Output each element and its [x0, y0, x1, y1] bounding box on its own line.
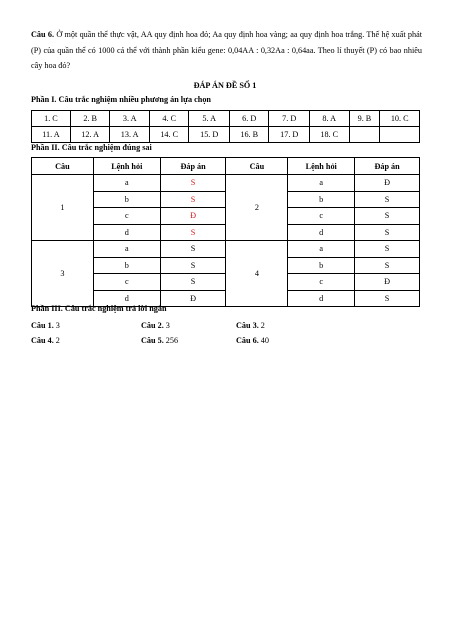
command-cell: d	[93, 224, 160, 241]
short-answer-value: 2	[258, 321, 265, 330]
short-answer-2	[141, 321, 170, 330]
answer-cell: Đ	[355, 274, 420, 291]
answer-cell	[349, 127, 380, 143]
short-answer-value: 3	[163, 321, 170, 330]
answer-cell: S	[355, 224, 420, 241]
table-row	[32, 241, 420, 258]
command-cell: b	[288, 257, 355, 274]
short-answer-5	[141, 336, 178, 345]
short-answer-label: Câu 3.	[236, 321, 259, 330]
answer-cell: Đ	[160, 290, 226, 307]
command-cell: a	[288, 175, 355, 192]
command-cell: a	[93, 241, 160, 258]
answer-cell: 13. A	[110, 127, 150, 143]
answer-cell: S	[160, 257, 226, 274]
answer-cell: 8. A	[309, 111, 349, 127]
part2-true-false-table	[31, 157, 420, 307]
command-cell: c	[288, 274, 355, 291]
header-question: Câu	[32, 158, 94, 175]
short-answer-value: 40	[258, 336, 269, 345]
answer-cell: S	[160, 224, 226, 241]
answer-cell: S	[355, 191, 420, 208]
answer-cell: 6. D	[229, 111, 269, 127]
answer-key-title: ĐÁP ÁN ĐỀ SỐ 1	[193, 81, 257, 90]
header-command: Lệnh hỏi	[93, 158, 160, 175]
answer-cell: 16. B	[229, 127, 269, 143]
command-cell: c	[93, 208, 160, 225]
header-answer: Đáp án	[160, 158, 226, 175]
short-answer-value: 3	[53, 321, 60, 330]
command-cell: b	[288, 191, 355, 208]
short-answer-3	[236, 321, 265, 330]
answer-cell: 3. A	[110, 111, 150, 127]
command-cell: a	[93, 175, 160, 192]
answer-cell: 2. B	[70, 111, 110, 127]
part2-title: Phần II. Câu trắc nghiệm đúng sai	[31, 143, 152, 152]
question-6	[31, 27, 422, 74]
answer-cell: S	[355, 257, 420, 274]
command-cell: d	[93, 290, 160, 307]
short-answer-1	[31, 321, 60, 330]
answer-cell: Đ	[355, 175, 420, 192]
part3-title: Phần III. Câu trắc nghiệm trả lời ngắn	[31, 304, 167, 313]
command-cell: b	[93, 257, 160, 274]
question-number: 3	[32, 241, 94, 307]
answer-cell: S	[160, 241, 226, 258]
answer-cell: 4. C	[149, 111, 189, 127]
question-number: 2	[226, 175, 288, 241]
command-cell: d	[288, 224, 355, 241]
answer-cell: 18. C	[309, 127, 349, 143]
answer-cell: 5. A	[189, 111, 229, 127]
answer-cell: 1. C	[32, 111, 71, 127]
header-answer: Đáp án	[355, 158, 420, 175]
command-cell: a	[288, 241, 355, 258]
short-answer-label: Câu 5.	[141, 336, 164, 345]
short-answer-label: Câu 1.	[31, 321, 54, 330]
answer-cell: Đ	[160, 208, 226, 225]
short-answer-label: Câu 4.	[31, 336, 54, 345]
answer-cell: 7. D	[269, 111, 309, 127]
answer-cell: S	[355, 208, 420, 225]
answer-cell: 14. C	[149, 127, 189, 143]
short-answer-value: 2	[53, 336, 60, 345]
answer-cell: 12. A	[70, 127, 110, 143]
short-answer-value: 256	[163, 336, 179, 345]
table-row	[32, 111, 420, 127]
answer-cell	[380, 127, 420, 143]
answer-cell: S	[160, 191, 226, 208]
table-header-row	[32, 158, 420, 175]
table-row	[32, 127, 420, 143]
answer-cell: S	[355, 290, 420, 307]
table-row	[32, 175, 420, 192]
short-answer-6	[236, 336, 269, 345]
header-command: Lệnh hỏi	[288, 158, 355, 175]
short-answer-4	[31, 336, 60, 345]
header-question: Câu	[226, 158, 288, 175]
part1-answer-table	[31, 110, 420, 143]
question-number: 1	[32, 175, 94, 241]
question-6-label: Câu 6.	[31, 30, 55, 39]
part1-title: Phần I. Câu trắc nghiệm nhiều phương án lựa chọn	[31, 95, 211, 104]
answer-cell: 9. B	[349, 111, 380, 127]
answer-cell: S	[160, 274, 226, 291]
command-cell: b	[93, 191, 160, 208]
answer-cell: 11. A	[32, 127, 71, 143]
answer-cell: 10. C	[380, 111, 420, 127]
short-answer-label: Câu 2.	[141, 321, 164, 330]
answer-cell: 15. D	[189, 127, 229, 143]
answer-cell: S	[160, 175, 226, 192]
command-cell: c	[93, 274, 160, 291]
short-answer-label: Câu 6.	[236, 336, 259, 345]
command-cell: d	[288, 290, 355, 307]
answer-cell: S	[355, 241, 420, 258]
answer-cell: 17. D	[269, 127, 309, 143]
question-6-text: Ở một quần thể thực vật, AA quy định hoa đỏ; Aa quy định hoa vàng; aa quy định hoa trắng. Thế hệ xuất phát (P) của quần thể có 1000 cá thể với thành phần kiểu gene: 0,04AA : 0,32Aa : 0,64aa. Theo lí thuyết (P) có bao nhiêu cây hoa đỏ?	[31, 30, 423, 70]
question-number: 4	[226, 241, 288, 307]
command-cell: c	[288, 208, 355, 225]
